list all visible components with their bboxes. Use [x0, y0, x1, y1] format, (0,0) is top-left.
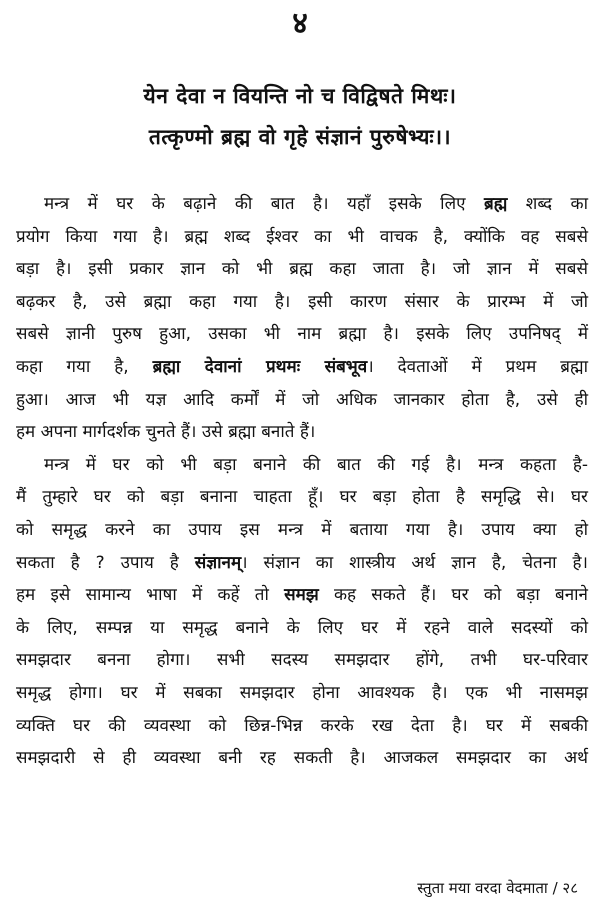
emphasis-quote: ब्रह्मा देवानां प्रथमः संबभूव: [152, 356, 368, 377]
emphasis-brahm: ब्रह्म: [483, 194, 508, 214]
mantra-verse: [40, 76, 560, 158]
verse-line-2: तत्कृण्मो ब्रह्म वो गृहे संज्ञानं पुरुषेभ्यः।।: [148, 125, 452, 149]
paragraph-line: समझदारी से ही व्यवस्था बनी रह सकती है। आजकल समझदार का अर्थ: [16, 748, 588, 769]
commentary-text: [16, 188, 588, 775]
paragraph-line: व्यक्ति घर की व्यवस्था को छिन्न-भिन्न करके रख देता है। घर में सबकी: [16, 715, 588, 736]
paragraph-line: बड़ा है। इसी प्रकार ज्ञान को भी ब्रह्म कहा जाता है। जो ज्ञान में सबसे: [16, 259, 588, 280]
paragraph-line: मैं तुम्हारे घर को बड़ा बनाना चाहता हूँ। घर बड़ा होता है समृद्धि से। घर: [16, 487, 588, 508]
verse-line-1: येन देवा न वियन्ति नो च विद्विषते मिथः।: [143, 84, 457, 108]
paragraph-line: हम अपना मार्गदर्शक चुनते हैं। उसे ब्रह्मा बनाते हैं।: [16, 422, 316, 443]
emphasis-samajh: समझ: [284, 585, 319, 606]
paragraph-line: मन्त्र में घर को भी बड़ा बनाने की बात की गई है। मन्त्र कहता है-: [44, 454, 588, 475]
paragraph-line: को समृद्ध करने का उपाय इस मन्त्र में बताया गया है। उपाय क्या हो: [16, 519, 588, 540]
emphasis-sangyanam: संज्ञानम्: [194, 552, 242, 573]
paragraph-1: [16, 188, 588, 449]
paragraph-line: सकता है ? उपाय है संज्ञानम्। संज्ञान का शास्त्रीय अर्थ ज्ञान है, चेतना है।: [16, 552, 588, 573]
chapter-number: ४: [292, 6, 308, 41]
paragraph-line: बढ़कर है, उसे ब्रह्मा कहा गया है। इसी कारण संसार के प्रारम्भ में जो: [16, 291, 588, 312]
paragraph-line: समृद्ध होगा। घर में सबका समझदार होना आवश्यक है। एक भी नासमझ: [16, 682, 588, 703]
paragraph-line: हुआ। आज भी यज्ञ आदि कर्मों में जो अधिक जानकार होता है, उसे ही: [16, 389, 588, 410]
running-footer: स्तुता मया वरदा वेदमाता / २८: [417, 879, 578, 897]
paragraph-2: [16, 449, 588, 775]
paragraph-line: समझदार बनना होगा। सभी सदस्य समझदार होंगे, तभी घर-परिवार: [16, 650, 588, 671]
paragraph-line: कहा गया है, ब्रह्मा देवानां प्रथमः संबभूव। देवताओं में प्रथम ब्रह्मा: [16, 356, 588, 377]
paragraph-line: मन्त्र में घर के बढ़ाने की बात है। यहाँ इसके लिए ब्रह्म शब्द का: [44, 194, 588, 214]
paragraph-line: सबसे ज्ञानी पुरुष हुआ, उसका भी नाम ब्रह्मा है। इसके लिए उपनिषद् में: [16, 324, 588, 345]
paragraph-line: प्रयोग किया गया है। ब्रह्म शब्द ईश्वर का भी वाचक है, क्योंकि वह सबसे: [16, 226, 588, 247]
paragraph-line: हम इसे सामान्य भाषा में कहें तो समझ कह सकते हैं। घर को बड़ा बनाने: [16, 585, 588, 606]
paragraph-line: के लिए, सम्पन्न या समृद्ध बनाने के लिए घर में रहने वाले सदस्यों को: [16, 617, 588, 638]
